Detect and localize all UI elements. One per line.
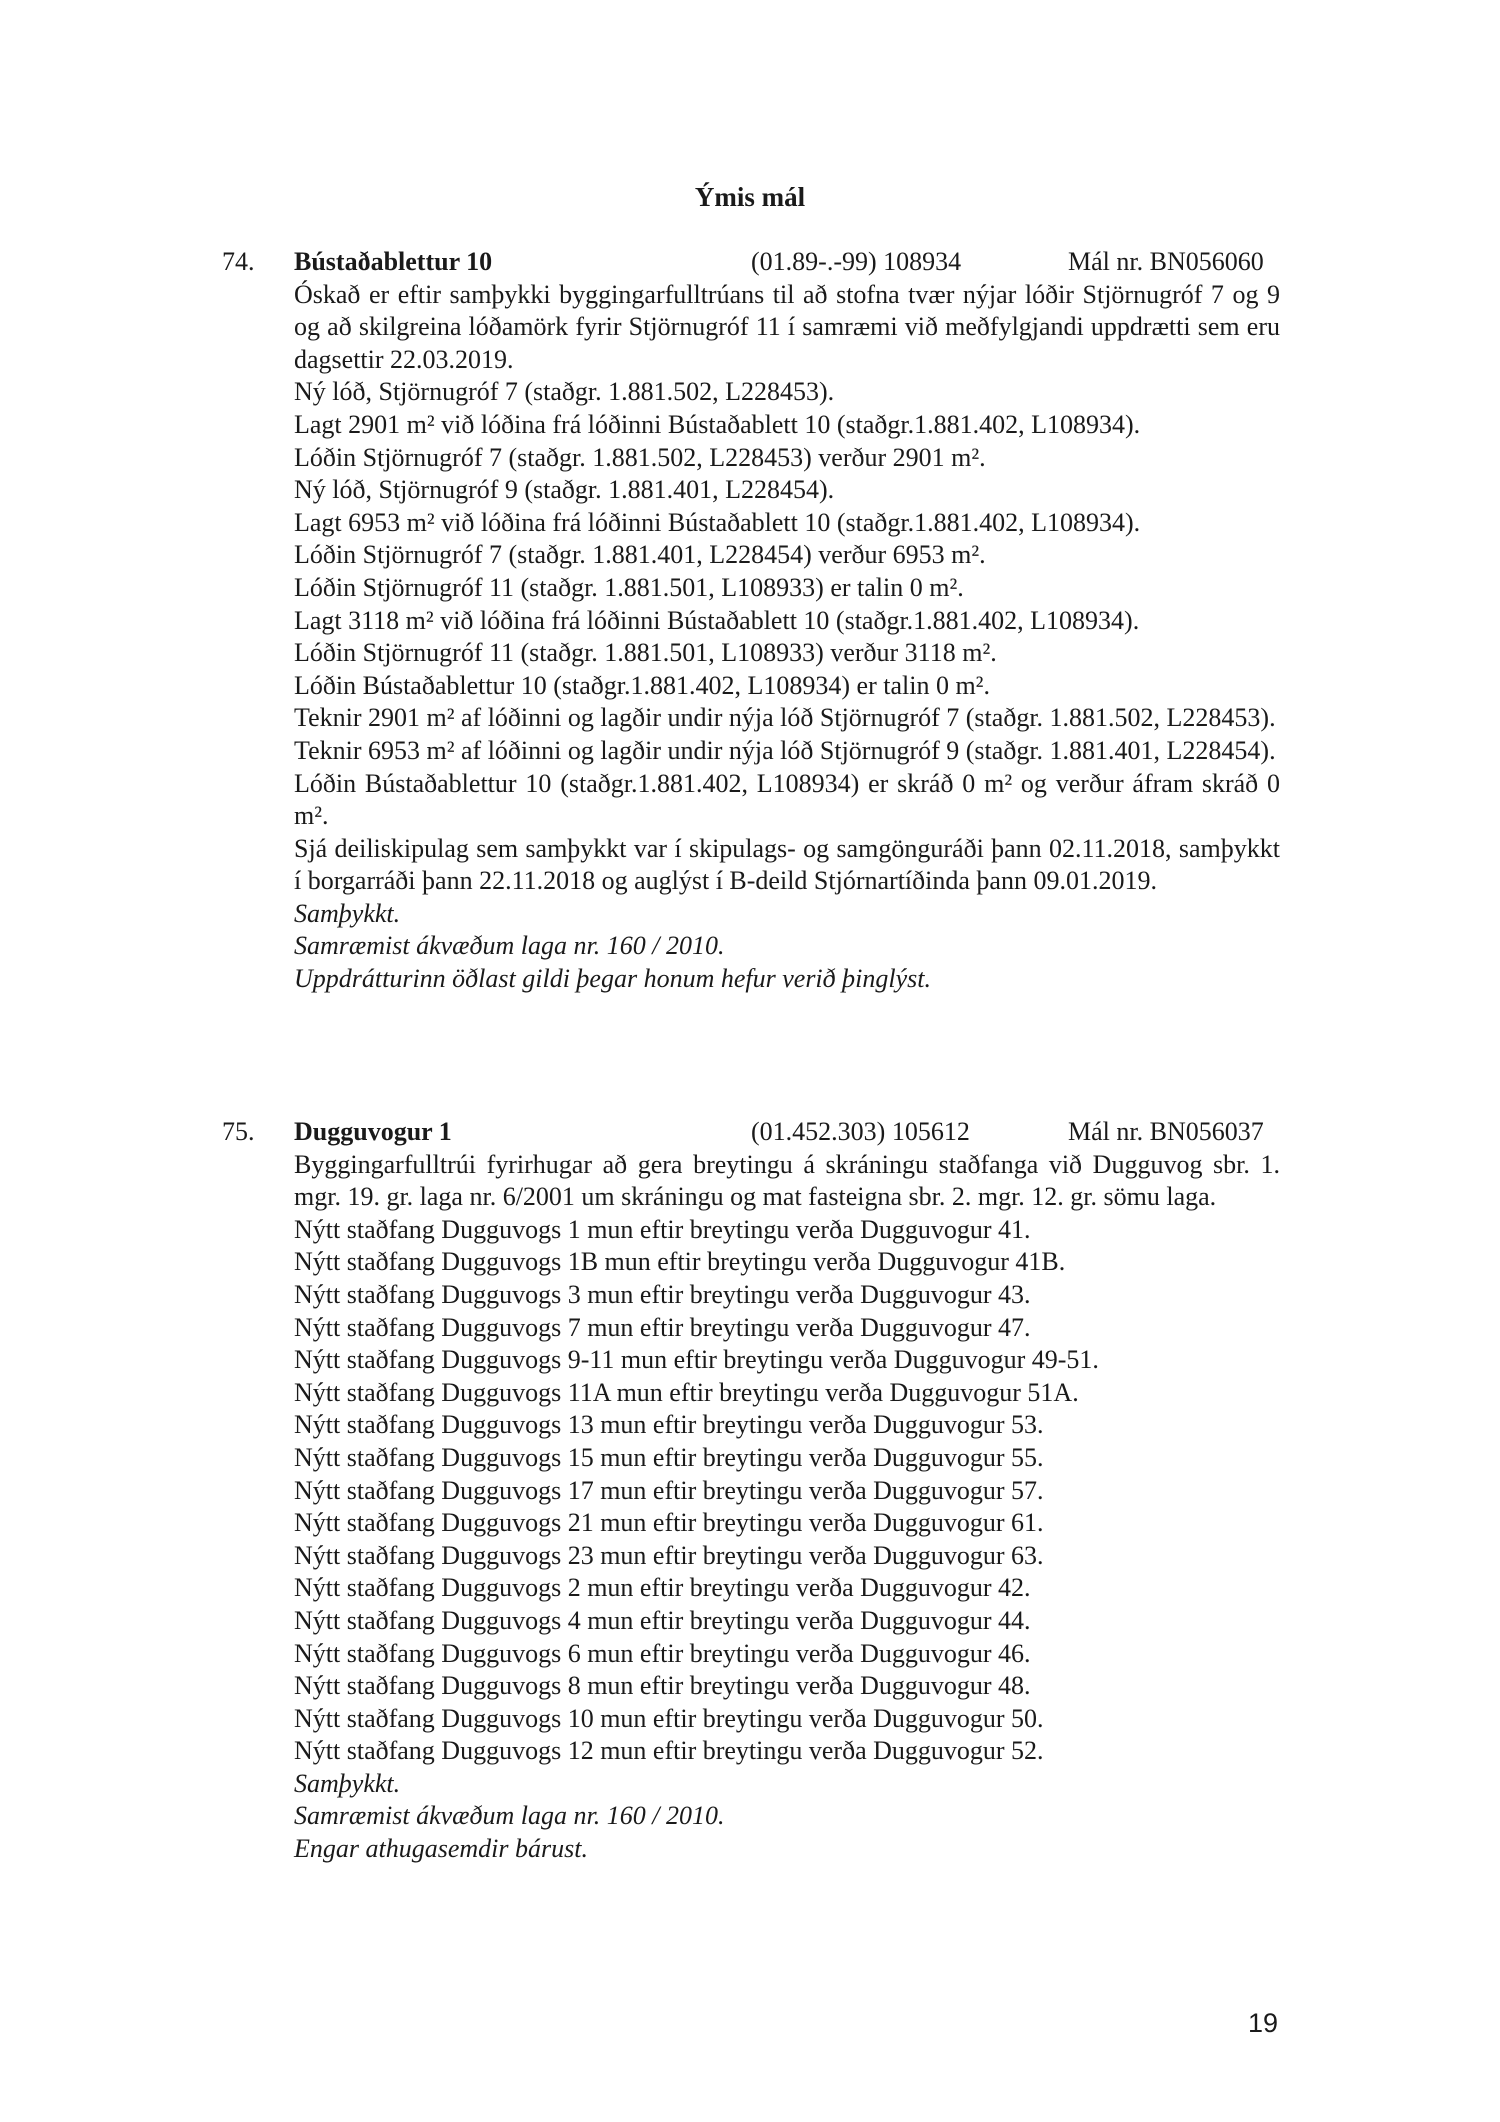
case-number-id: Mál nr. BN056037	[1068, 1117, 1264, 1146]
section-title: Ýmis mál	[694, 182, 806, 212]
case-line: Lóðin Stjörnugróf 7 (staðgr. 1.881.502, L228453) verður 2901 m².	[294, 442, 986, 472]
case-line: Lagt 3118 m² við lóðina frá lóðinni Bústaðablett 10 (staðgr.1.881.402, L108934).	[294, 605, 1140, 635]
case-entry	[222, 246, 1282, 996]
page-number: 19	[1248, 2008, 1279, 2038]
case-paragraph: Lóðin Bústaðablettur 10 (staðgr.1.881.402, L108934) er skráð 0 m² og verður áfram skráð 0 m².	[294, 768, 1280, 831]
case-line: Lóðin Stjörnugróf 11 (staðgr. 1.881.501, L108933) er talin 0 m².	[294, 572, 964, 602]
case-line: Nýtt staðfang Dugguvogs 1B mun eftir breytingu verða Dugguvogur 41B.	[294, 1247, 1066, 1277]
case-paragraph: Teknir 6953 m² af lóðinni og lagðir undir nýja lóð Stjörnugróf 9 (staðgr. 1.881.401, L228454).	[294, 735, 1276, 765]
case-line: Lagt 6953 m² við lóðina frá lóðinni Bústaðablett 10 (staðgr.1.881.402, L108934).	[294, 507, 1141, 537]
case-body	[294, 279, 1280, 996]
case-line: Nýtt staðfang Dugguvogs 6 mun eftir breytingu verða Dugguvogur 46.	[294, 1638, 1031, 1668]
case-line: Nýtt staðfang Dugguvogs 3 mun eftir breytingu verða Dugguvogur 43.	[294, 1279, 1031, 1309]
case-paragraph: Sjá deiliskipulag sem samþykkt var í skipulags- og samgönguráði þann 02.11.2018, samþykkt í borgarráði þann 22.11.2018 og auglýst í B-deild Stjórnartíðinda þann 09.01.2019.	[294, 833, 1280, 896]
case-line: Lagt 2901 m² við lóðina frá lóðinni Bústaðablett 10 (staðgr.1.881.402, L108934).	[294, 409, 1141, 439]
case-line: Nýtt staðfang Dugguvogs 17 mun eftir breytingu verða Dugguvogur 57.	[294, 1475, 1044, 1505]
case-line: Lóðin Bústaðablettur 10 (staðgr.1.881.402, L108934) er talin 0 m².	[294, 670, 990, 700]
case-line: Nýtt staðfang Dugguvogs 4 mun eftir breytingu verða Dugguvogur 44.	[294, 1605, 1031, 1635]
case-line: Lóðin Stjörnugróf 11 (staðgr. 1.881.501, L108933) verður 3118 m².	[294, 638, 997, 668]
case-line: Nýtt staðfang Dugguvogs 7 mun eftir breytingu verða Dugguvogur 47.	[294, 1312, 1031, 1342]
case-number: 75.	[222, 1117, 255, 1146]
case-decision: Engar athugasemdir bárust.	[294, 1834, 588, 1864]
case-entry	[222, 1116, 1282, 1866]
case-reference: (01.452.303) 105612	[751, 1117, 970, 1146]
case-line: Nýtt staðfang Dugguvogs 9-11 mun eftir breytingu verða Dugguvogur 49-51.	[294, 1345, 1099, 1375]
case-number: 74.	[222, 247, 255, 276]
case-decision: Uppdrátturinn öðlast gildi þegar honum hefur verið þinglýst.	[294, 964, 931, 994]
case-intro: Óskað er eftir samþykki byggingarfulltrúans til að stofna tvær nýjar lóðir Stjörnugróf 7 og 9 og að skilgreina lóðamörk fyrir Stjörnugróf 11 í samræmi við meðfylgjandi uppdrætti sem eru dagsettir 22.03.2019.	[294, 279, 1280, 374]
case-line: Nýtt staðfang Dugguvogs 15 mun eftir breytingu verða Dugguvogur 55.	[294, 1442, 1044, 1472]
case-line: Nýtt staðfang Dugguvogs 1 mun eftir breytingu verða Dugguvogur 41.	[294, 1214, 1031, 1244]
case-line: Nýtt staðfang Dugguvogs 12 mun eftir breytingu verða Dugguvogur 52.	[294, 1736, 1044, 1766]
case-header	[222, 1116, 1282, 1149]
case-line: Nýtt staðfang Dugguvogs 13 mun eftir breytingu verða Dugguvogur 53.	[294, 1410, 1044, 1440]
case-line: Nýtt staðfang Dugguvogs 8 mun eftir breytingu verða Dugguvogur 48.	[294, 1671, 1031, 1701]
case-line: Lóðin Stjörnugróf 7 (staðgr. 1.881.401, L228454) verður 6953 m².	[294, 540, 986, 570]
case-header	[222, 246, 1282, 279]
case-line: Nýtt staðfang Dugguvogs 21 mun eftir breytingu verða Dugguvogur 61.	[294, 1508, 1044, 1538]
case-line: Nýtt staðfang Dugguvogs 10 mun eftir breytingu verða Dugguvogur 50.	[294, 1703, 1044, 1733]
case-decision: Samræmist ákvæðum laga nr. 160 / 2010.	[294, 931, 725, 961]
case-title: Bústaðablettur 10	[294, 247, 493, 276]
case-line: Ný lóð, Stjörnugróf 7 (staðgr. 1.881.502, L228453).	[294, 377, 835, 407]
case-decision: Samþykkt.	[294, 898, 401, 928]
case-intro: Byggingarfulltrúi fyrirhugar að gera breytingu á skráningu staðfanga við Dugguvog sbr. 1. mgr. 19. gr. laga nr. 6/2001 um skráningu og mat fasteigna sbr. 2. mgr. 12. gr. sömu laga.	[294, 1149, 1280, 1212]
case-number-id: Mál nr. BN056060	[1068, 247, 1264, 276]
case-reference: (01.89-.-99) 108934	[751, 247, 962, 276]
case-paragraph: Teknir 2901 m² af lóðinni og lagðir undir nýja lóð Stjörnugróf 7 (staðgr. 1.881.502, L228453).	[294, 703, 1276, 733]
case-line: Nýtt staðfang Dugguvogs 23 mun eftir breytingu verða Dugguvogur 63.	[294, 1540, 1044, 1570]
case-title: Dugguvogur 1	[294, 1117, 452, 1146]
case-decision: Samræmist ákvæðum laga nr. 160 / 2010.	[294, 1801, 725, 1831]
case-line: Nýtt staðfang Dugguvogs 11A mun eftir breytingu verða Dugguvogur 51A.	[294, 1377, 1079, 1407]
case-line: Nýtt staðfang Dugguvogs 2 mun eftir breytingu verða Dugguvogur 42.	[294, 1573, 1031, 1603]
case-line: Ný lóð, Stjörnugróf 9 (staðgr. 1.881.401, L228454).	[294, 475, 835, 505]
case-decision: Samþykkt.	[294, 1768, 401, 1798]
case-body	[294, 1149, 1280, 1866]
